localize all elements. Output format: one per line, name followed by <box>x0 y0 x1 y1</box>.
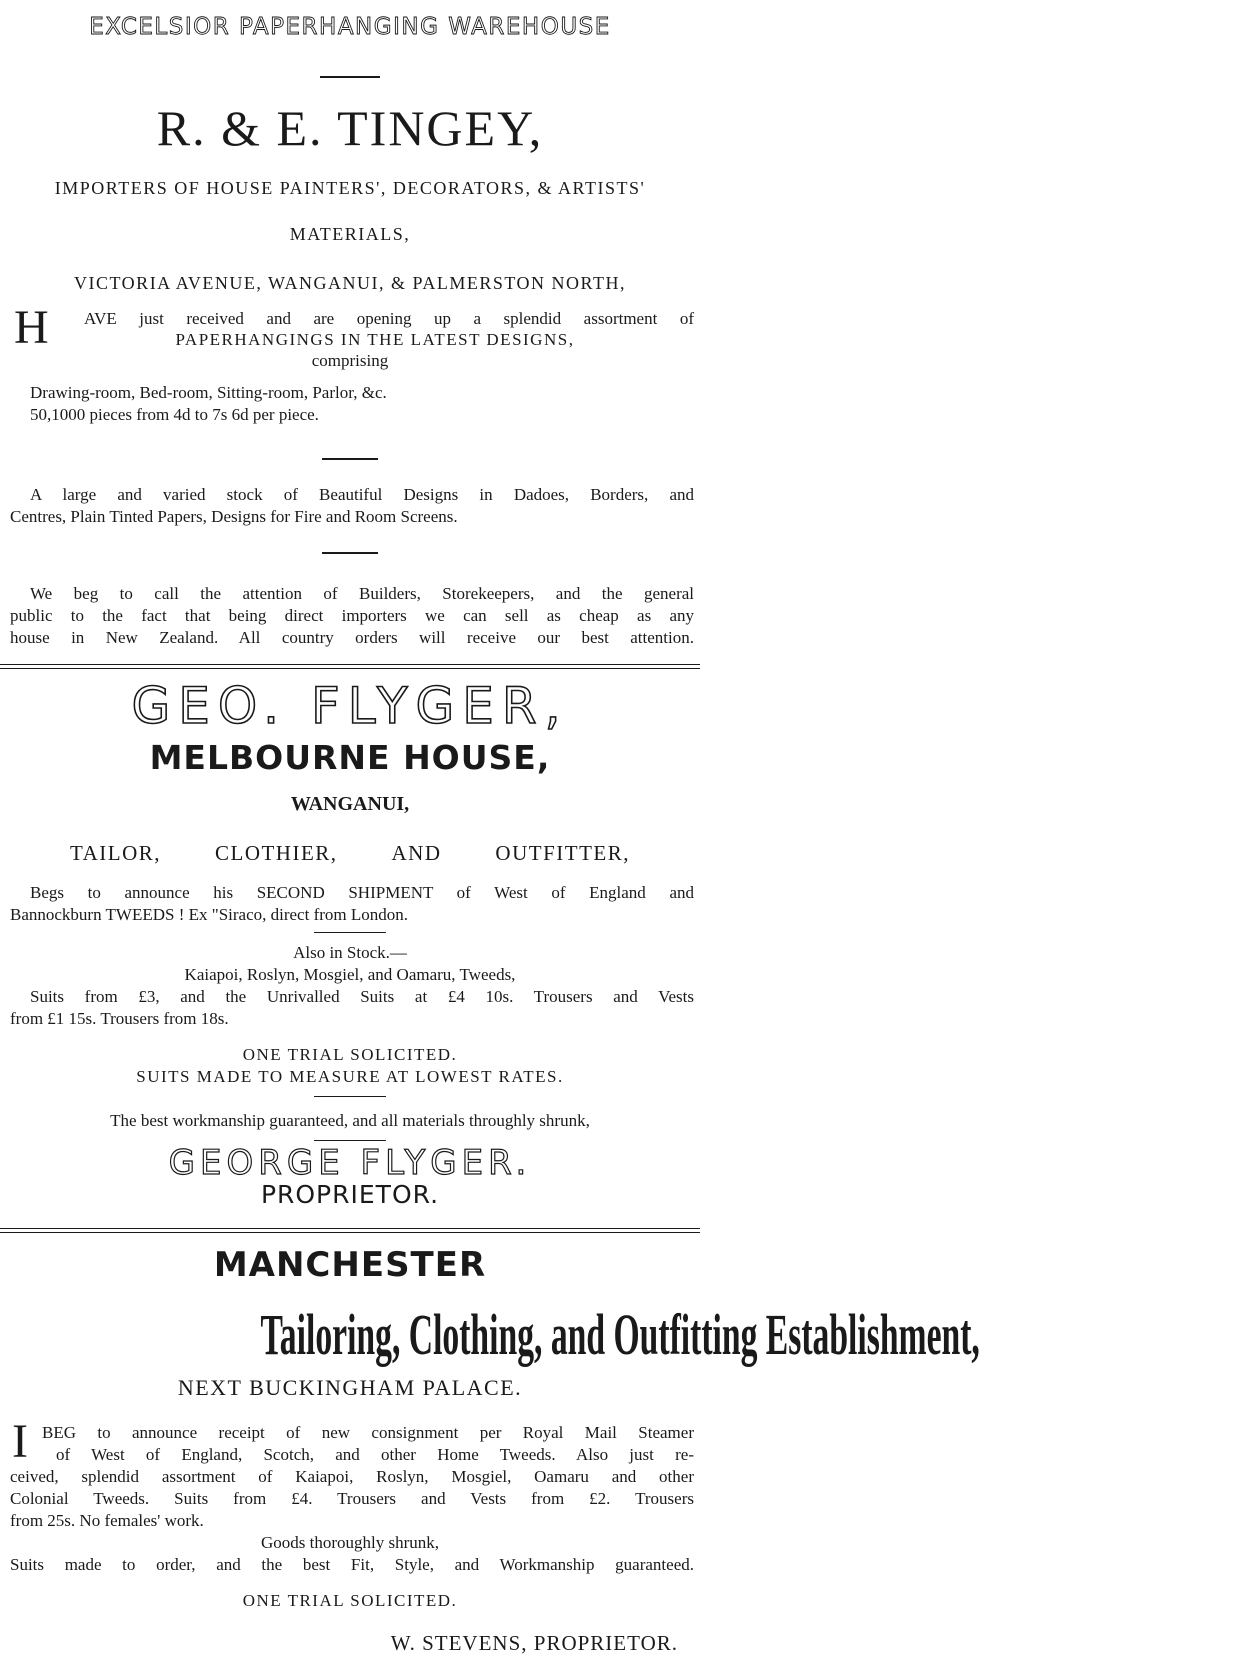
ad3-line5: from 25s. No females' work. <box>10 1511 204 1530</box>
ad2-ad3-divider <box>0 1228 700 1233</box>
ad2-proprietor: PROPRIETOR. <box>260 1180 440 1209</box>
ad2-house: MELBOURNE HOUSE, <box>149 738 551 777</box>
ad2-suits-line1: Suits from £3, and the Unrivalled Suits at £4 10s. Trousers and Vests <box>30 987 694 1006</box>
ad1-pieces-line: 50,1000 pieces from 4d to 7s 6d per piece. <box>30 405 319 424</box>
ad2-trade-tailor: TAILOR, <box>70 841 162 865</box>
ad3-location: NEXT BUCKINGHAM PALACE. <box>177 1375 523 1400</box>
ad1-intro-line: AVE just received and are opening up a splendid assortment of <box>84 309 694 328</box>
ad2-name-text: GEO. FLYGER, <box>131 677 569 735</box>
ad2-begs-line2: Bannockburn TWEEDS ! Ex "Siraco, direct from London. <box>10 905 409 924</box>
ad1-rule-top <box>320 76 380 78</box>
ad1-rooms-line: Drawing-room, Bed-room, Sitting-room, Parlor, &c. <box>30 383 387 402</box>
ad3-shrunk: Goods thoroughly shrunk, <box>260 1533 440 1552</box>
ad3-signature-name: W. STEVENS, <box>390 1631 528 1655</box>
ad1-importers-line: IMPORTERS OF HOUSE PAINTERS', DECORATORS, & ARTISTS' <box>54 178 646 198</box>
ad1-attention-line1: We beg to call the attention of Builders, Storekeepers, and the general <box>30 584 694 603</box>
ad3-line2: of West of England, Scotch, and other Home Tweeds. Also just re- <box>56 1445 694 1464</box>
ad1-address-line: VICTORIA AVENUE, WANGANUI, & PALMERSTON NORTH, <box>74 273 626 293</box>
ad2-rule3 <box>314 1140 386 1141</box>
ad1-header <box>0 14 700 40</box>
ad1-attention-line2: public to the fact that being direct importers we can sell as cheap as any <box>10 606 694 625</box>
ad1-comprising: comprising <box>311 351 389 370</box>
ad2-trial: ONE TRIAL SOLICITED. <box>242 1045 458 1064</box>
ad2-trades-row <box>70 840 630 866</box>
ad2-begs-line1: Begs to announce his SECOND SHIPMENT of West of England and <box>30 883 694 902</box>
ad2-trade-clothier: CLOTHIER, <box>214 841 338 865</box>
ad2-name <box>0 678 700 734</box>
ad2-rule2 <box>314 1096 386 1097</box>
ad1-materials-line: MATERIALS, <box>289 224 411 244</box>
ad1-attention-line3: house in New Zealand. All country orders will receive our best attention. <box>10 628 694 647</box>
ad3-subtitle <box>0 1300 980 1372</box>
ad1-header-text: EXCELSIOR PAPERHANGING WAREHOUSE <box>89 14 611 40</box>
ad1-rule-mid2 <box>322 552 378 554</box>
ad1-firm-name: R. & E. TINGEY, <box>156 100 544 156</box>
ad1-dropcap: H <box>14 301 49 354</box>
ad2-measure: SUITS MADE TO MEASURE AT LOWEST RATES. <box>136 1067 564 1086</box>
ad3-signature <box>391 1630 678 1656</box>
ad2-also-stock: Also in Stock.— <box>293 943 407 962</box>
ad3-line3: ceived, splendid assortment of Kaiapoi, Roslyn, Mosgiel, Oamaru and other <box>10 1467 694 1486</box>
ad2-tweeds-line: Kaiapoi, Roslyn, Mosgiel, and Oamaru, Tweeds, <box>184 965 516 984</box>
ad3-title: MANCHESTER <box>213 1245 487 1285</box>
ad2-trade-outfitter: OUTFITTER, <box>495 841 630 865</box>
ad3-dropcap: I <box>12 1415 28 1468</box>
ad2-signature <box>0 1143 700 1183</box>
ad2-town: WANGANUI, <box>290 793 410 815</box>
ad3-trial: ONE TRIAL SOLICITED. <box>242 1591 458 1610</box>
ad1-rule-mid1 <box>322 458 378 460</box>
ad1-stock-line2: Centres, Plain Tinted Papers, Designs for Fire and Room Screens. <box>10 507 458 526</box>
ad2-signature-text: GEORGE FLYGER. <box>168 1143 532 1183</box>
ad2-suits-line2: from £1 15s. Trousers from 18s. <box>10 1009 229 1028</box>
ad2-rule1 <box>314 932 386 933</box>
ad1-paperhangings-line: PAPERHANGINGS IN THE LATEST DESIGNS, <box>175 330 575 349</box>
ad3-signature-title: PROPRIETOR. <box>533 1631 678 1655</box>
ad3-line1: BEG to announce receipt of new consignment per Royal Mail Steamer <box>42 1423 694 1442</box>
ad3-line4: Colonial Tweeds. Suits from £4. Trousers and Vests from £2. Trousers <box>10 1489 694 1508</box>
ad1-ad2-divider <box>0 664 700 669</box>
ad3-subtitle-text: Tailoring, Clothing, and Outfitting Establishment, <box>260 1302 980 1367</box>
ad3-guarantee: Suits made to order, and the best Fit, Style, and Workmanship guaranteed. <box>10 1555 694 1574</box>
ad2-workmanship: The best workmanship guaranteed, and all materials throughly shrunk, <box>110 1111 590 1130</box>
ad1-stock-line1: A large and varied stock of Beautiful Designs in Dadoes, Borders, and <box>30 485 694 504</box>
ad2-trade-and: AND <box>391 841 442 865</box>
